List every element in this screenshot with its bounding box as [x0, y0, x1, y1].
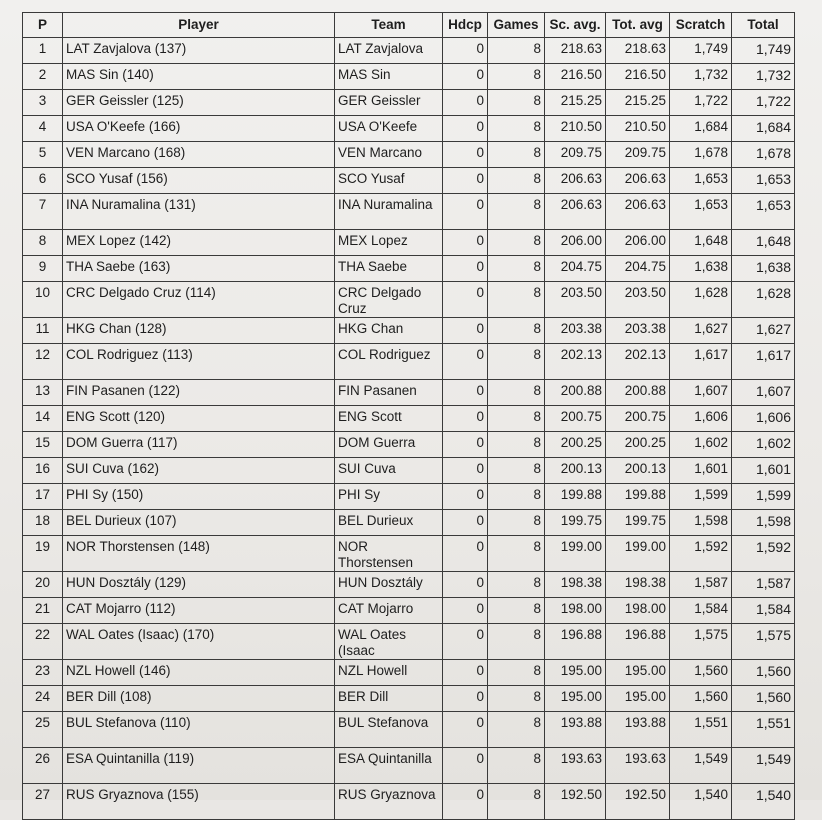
hdcp-cell: 0	[443, 142, 488, 168]
total-cell: 1,540	[732, 784, 795, 820]
sc-avg-cell: 195.00	[545, 660, 606, 686]
total-cell: 1,653	[732, 168, 795, 194]
games-cell: 8	[488, 344, 545, 380]
scratch-cell: 1,678	[670, 142, 732, 168]
team-cell: FIN Pasanen	[335, 380, 443, 406]
position-cell: 3	[23, 90, 63, 116]
hdcp-cell: 0	[443, 572, 488, 598]
team-cell: RUS Gryaznova	[335, 784, 443, 820]
player-cell: ENG Scott (120)	[63, 406, 335, 432]
total-cell: 1,749	[732, 38, 795, 64]
total-cell: 1,653	[732, 194, 795, 230]
tot-avg-cell: 195.00	[606, 660, 670, 686]
total-cell: 1,592	[732, 536, 795, 572]
team-cell: USA O'Keefe	[335, 116, 443, 142]
tot-avg-cell: 200.88	[606, 380, 670, 406]
sc-avg-cell: 210.50	[545, 116, 606, 142]
player-cell: COL Rodriguez (113)	[63, 344, 335, 380]
hdcp-cell: 0	[443, 536, 488, 572]
games-cell: 8	[488, 624, 545, 660]
scratch-cell: 1,592	[670, 536, 732, 572]
position-cell: 18	[23, 510, 63, 536]
player-cell: NZL Howell (146)	[63, 660, 335, 686]
games-cell: 8	[488, 168, 545, 194]
team-cell: GER Geissler	[335, 90, 443, 116]
team-cell: DOM Guerra	[335, 432, 443, 458]
table-row	[23, 256, 795, 282]
table-row	[23, 510, 795, 536]
team-cell: SCO Yusaf	[335, 168, 443, 194]
position-cell: 1	[23, 38, 63, 64]
games-cell: 8	[488, 510, 545, 536]
team-cell: LAT Zavjalova	[335, 38, 443, 64]
tot-avg-cell: 200.75	[606, 406, 670, 432]
player-cell: USA O'Keefe (166)	[63, 116, 335, 142]
games-cell: 8	[488, 38, 545, 64]
games-cell: 8	[488, 380, 545, 406]
tot-avg-cell: 215.25	[606, 90, 670, 116]
tot-avg-cell: 199.75	[606, 510, 670, 536]
table-row	[23, 142, 795, 168]
position-cell: 10	[23, 282, 63, 318]
position-cell: 17	[23, 484, 63, 510]
total-cell: 1,584	[732, 598, 795, 624]
scratch-cell: 1,628	[670, 282, 732, 318]
sc-avg-cell: 203.50	[545, 282, 606, 318]
sc-avg-cell: 216.50	[545, 64, 606, 90]
player-cell: FIN Pasanen (122)	[63, 380, 335, 406]
tot-avg-cell: 199.88	[606, 484, 670, 510]
tot-avg-cell: 204.75	[606, 256, 670, 282]
hdcp-cell: 0	[443, 380, 488, 406]
sc-avg-cell: 200.75	[545, 406, 606, 432]
hdcp-cell: 0	[443, 282, 488, 318]
sc-avg-cell: 199.75	[545, 510, 606, 536]
games-cell: 8	[488, 116, 545, 142]
scratch-cell: 1,560	[670, 660, 732, 686]
player-cell: RUS Gryaznova (155)	[63, 784, 335, 820]
team-cell: INA Nuramalina	[335, 194, 443, 230]
player-cell: NOR Thorstensen (148)	[63, 536, 335, 572]
table-row	[23, 116, 795, 142]
total-cell: 1,638	[732, 256, 795, 282]
total-cell: 1,607	[732, 380, 795, 406]
hdcp-cell: 0	[443, 598, 488, 624]
games-cell: 8	[488, 406, 545, 432]
player-cell: INA Nuramalina (131)	[63, 194, 335, 230]
header-row	[23, 13, 795, 38]
total-cell: 1,549	[732, 748, 795, 784]
scratch-cell: 1,684	[670, 116, 732, 142]
games-cell: 8	[488, 536, 545, 572]
scratch-cell: 1,653	[670, 168, 732, 194]
table-row	[23, 318, 795, 344]
scratch-cell: 1,749	[670, 38, 732, 64]
tot-avg-cell: 203.50	[606, 282, 670, 318]
sc-avg-cell: 215.25	[545, 90, 606, 116]
tot-avg-cell: 198.00	[606, 598, 670, 624]
position-cell: 15	[23, 432, 63, 458]
position-cell: 8	[23, 230, 63, 256]
sc-avg-cell: 192.50	[545, 784, 606, 820]
tot-avg-cell: 195.00	[606, 686, 670, 712]
player-cell: VEN Marcano (168)	[63, 142, 335, 168]
player-cell: BUL Stefanova (110)	[63, 712, 335, 748]
table-row	[23, 38, 795, 64]
position-cell: 7	[23, 194, 63, 230]
scratch-cell: 1,627	[670, 318, 732, 344]
team-cell: HKG Chan	[335, 318, 443, 344]
total-cell: 1,627	[732, 318, 795, 344]
table-row	[23, 432, 795, 458]
tot-avg-cell: 193.88	[606, 712, 670, 748]
player-cell: CRC Delgado Cruz (114)	[63, 282, 335, 318]
position-cell: 22	[23, 624, 63, 660]
col-header-total: Total	[732, 13, 795, 38]
games-cell: 8	[488, 256, 545, 282]
team-cell: BEL Durieux	[335, 510, 443, 536]
total-cell: 1,551	[732, 712, 795, 748]
total-cell: 1,684	[732, 116, 795, 142]
games-cell: 8	[488, 686, 545, 712]
col-header-sc-avg: Sc. avg.	[545, 13, 606, 38]
games-cell: 8	[488, 432, 545, 458]
games-cell: 8	[488, 64, 545, 90]
total-cell: 1,678	[732, 142, 795, 168]
table-row	[23, 572, 795, 598]
hdcp-cell: 0	[443, 458, 488, 484]
team-cell: BUL Stefanova	[335, 712, 443, 748]
team-cell: BER Dill	[335, 686, 443, 712]
player-cell: HUN Dosztály (129)	[63, 572, 335, 598]
sc-avg-cell: 209.75	[545, 142, 606, 168]
total-cell: 1,722	[732, 90, 795, 116]
scratch-cell: 1,575	[670, 624, 732, 660]
team-cell: PHI Sy	[335, 484, 443, 510]
total-cell: 1,560	[732, 686, 795, 712]
table-row	[23, 230, 795, 256]
team-cell: COL Rodriguez	[335, 344, 443, 380]
scratch-cell: 1,601	[670, 458, 732, 484]
total-cell: 1,601	[732, 458, 795, 484]
total-cell: 1,599	[732, 484, 795, 510]
table-row	[23, 686, 795, 712]
sc-avg-cell: 199.88	[545, 484, 606, 510]
position-cell: 21	[23, 598, 63, 624]
tot-avg-cell: 200.13	[606, 458, 670, 484]
player-cell: PHI Sy (150)	[63, 484, 335, 510]
col-header-games: Games	[488, 13, 545, 38]
player-cell: GER Geissler (125)	[63, 90, 335, 116]
total-cell: 1,606	[732, 406, 795, 432]
position-cell: 20	[23, 572, 63, 598]
player-cell: THA Saebe (163)	[63, 256, 335, 282]
total-cell: 1,628	[732, 282, 795, 318]
sc-avg-cell: 203.38	[545, 318, 606, 344]
position-cell: 14	[23, 406, 63, 432]
position-cell: 26	[23, 748, 63, 784]
table-row	[23, 282, 795, 318]
total-cell: 1,602	[732, 432, 795, 458]
results-table	[22, 12, 795, 820]
scratch-cell: 1,602	[670, 432, 732, 458]
position-cell: 12	[23, 344, 63, 380]
games-cell: 8	[488, 598, 545, 624]
sc-avg-cell: 206.00	[545, 230, 606, 256]
table-body	[23, 38, 795, 820]
total-cell: 1,587	[732, 572, 795, 598]
games-cell: 8	[488, 572, 545, 598]
table-row	[23, 598, 795, 624]
player-cell: BEL Durieux (107)	[63, 510, 335, 536]
table-row	[23, 380, 795, 406]
total-cell: 1,732	[732, 64, 795, 90]
player-cell: SCO Yusaf (156)	[63, 168, 335, 194]
table-row	[23, 484, 795, 510]
scratch-cell: 1,607	[670, 380, 732, 406]
tot-avg-cell: 196.88	[606, 624, 670, 660]
position-cell: 13	[23, 380, 63, 406]
tot-avg-cell: 199.00	[606, 536, 670, 572]
scratch-cell: 1,638	[670, 256, 732, 282]
games-cell: 8	[488, 194, 545, 230]
scratch-cell: 1,722	[670, 90, 732, 116]
hdcp-cell: 0	[443, 256, 488, 282]
team-cell: ENG Scott	[335, 406, 443, 432]
col-header-team: Team	[335, 13, 443, 38]
hdcp-cell: 0	[443, 686, 488, 712]
scratch-cell: 1,599	[670, 484, 732, 510]
sc-avg-cell: 198.00	[545, 598, 606, 624]
sc-avg-cell: 193.88	[545, 712, 606, 748]
sc-avg-cell: 195.00	[545, 686, 606, 712]
games-cell: 8	[488, 784, 545, 820]
hdcp-cell: 0	[443, 168, 488, 194]
scratch-cell: 1,587	[670, 572, 732, 598]
position-cell: 25	[23, 712, 63, 748]
scratch-cell: 1,732	[670, 64, 732, 90]
hdcp-cell: 0	[443, 484, 488, 510]
sc-avg-cell: 206.63	[545, 168, 606, 194]
tot-avg-cell: 193.63	[606, 748, 670, 784]
table-row	[23, 64, 795, 90]
hdcp-cell: 0	[443, 318, 488, 344]
position-cell: 19	[23, 536, 63, 572]
team-cell: SUI Cuva	[335, 458, 443, 484]
hdcp-cell: 0	[443, 116, 488, 142]
sc-avg-cell: 199.00	[545, 536, 606, 572]
table-row	[23, 406, 795, 432]
position-cell: 27	[23, 784, 63, 820]
team-cell: THA Saebe	[335, 256, 443, 282]
sc-avg-cell: 204.75	[545, 256, 606, 282]
table-row	[23, 624, 795, 660]
games-cell: 8	[488, 90, 545, 116]
games-cell: 8	[488, 230, 545, 256]
sc-avg-cell: 193.63	[545, 748, 606, 784]
hdcp-cell: 0	[443, 38, 488, 64]
total-cell: 1,598	[732, 510, 795, 536]
scratch-cell: 1,648	[670, 230, 732, 256]
team-cell: MEX Lopez	[335, 230, 443, 256]
position-cell: 9	[23, 256, 63, 282]
games-cell: 8	[488, 318, 545, 344]
scratch-cell: 1,606	[670, 406, 732, 432]
position-cell: 16	[23, 458, 63, 484]
tot-avg-cell: 206.63	[606, 168, 670, 194]
sc-avg-cell: 200.88	[545, 380, 606, 406]
hdcp-cell: 0	[443, 712, 488, 748]
col-header-scratch: Scratch	[670, 13, 732, 38]
tot-avg-cell: 209.75	[606, 142, 670, 168]
table-row	[23, 90, 795, 116]
player-cell: MEX Lopez (142)	[63, 230, 335, 256]
games-cell: 8	[488, 712, 545, 748]
table-row	[23, 458, 795, 484]
team-cell: MAS Sin	[335, 64, 443, 90]
hdcp-cell: 0	[443, 64, 488, 90]
hdcp-cell: 0	[443, 784, 488, 820]
tot-avg-cell: 202.13	[606, 344, 670, 380]
sc-avg-cell: 200.25	[545, 432, 606, 458]
position-cell: 2	[23, 64, 63, 90]
tot-avg-cell: 203.38	[606, 318, 670, 344]
sc-avg-cell: 218.63	[545, 38, 606, 64]
position-cell: 5	[23, 142, 63, 168]
scratch-cell: 1,551	[670, 712, 732, 748]
table-row	[23, 660, 795, 686]
team-cell: WAL Oates (Isaac	[335, 624, 443, 660]
total-cell: 1,648	[732, 230, 795, 256]
total-cell: 1,617	[732, 344, 795, 380]
sc-avg-cell: 206.63	[545, 194, 606, 230]
sc-avg-cell: 198.38	[545, 572, 606, 598]
position-cell: 6	[23, 168, 63, 194]
player-cell: ESA Quintanilla (119)	[63, 748, 335, 784]
team-cell: CAT Mojarro	[335, 598, 443, 624]
hdcp-cell: 0	[443, 344, 488, 380]
table-row	[23, 536, 795, 572]
scratch-cell: 1,617	[670, 344, 732, 380]
hdcp-cell: 0	[443, 230, 488, 256]
hdcp-cell: 0	[443, 660, 488, 686]
hdcp-cell: 0	[443, 432, 488, 458]
team-cell: CRC Delgado Cruz	[335, 282, 443, 318]
hdcp-cell: 0	[443, 624, 488, 660]
team-cell: ESA Quintanilla	[335, 748, 443, 784]
player-cell: LAT Zavjalova (137)	[63, 38, 335, 64]
tot-avg-cell: 198.38	[606, 572, 670, 598]
position-cell: 23	[23, 660, 63, 686]
hdcp-cell: 0	[443, 90, 488, 116]
team-cell: NOR Thorstensen	[335, 536, 443, 572]
sc-avg-cell: 202.13	[545, 344, 606, 380]
tot-avg-cell: 200.25	[606, 432, 670, 458]
scratch-cell: 1,540	[670, 784, 732, 820]
team-cell: NZL Howell	[335, 660, 443, 686]
hdcp-cell: 0	[443, 748, 488, 784]
games-cell: 8	[488, 458, 545, 484]
scratch-cell: 1,598	[670, 510, 732, 536]
games-cell: 8	[488, 748, 545, 784]
games-cell: 8	[488, 484, 545, 510]
player-cell: DOM Guerra (117)	[63, 432, 335, 458]
table-row	[23, 344, 795, 380]
total-cell: 1,575	[732, 624, 795, 660]
sc-avg-cell: 196.88	[545, 624, 606, 660]
hdcp-cell: 0	[443, 510, 488, 536]
sc-avg-cell: 200.13	[545, 458, 606, 484]
hdcp-cell: 0	[443, 406, 488, 432]
tot-avg-cell: 210.50	[606, 116, 670, 142]
hdcp-cell: 0	[443, 194, 488, 230]
tot-avg-cell: 218.63	[606, 38, 670, 64]
scratch-cell: 1,653	[670, 194, 732, 230]
table-row	[23, 784, 795, 820]
scratch-cell: 1,560	[670, 686, 732, 712]
player-cell: HKG Chan (128)	[63, 318, 335, 344]
table-row	[23, 194, 795, 230]
player-cell: SUI Cuva (162)	[63, 458, 335, 484]
col-header-hdcp: Hdcp	[443, 13, 488, 38]
games-cell: 8	[488, 660, 545, 686]
tot-avg-cell: 192.50	[606, 784, 670, 820]
table-row	[23, 168, 795, 194]
position-cell: 24	[23, 686, 63, 712]
col-header-tot-avg: Tot. avg	[606, 13, 670, 38]
position-cell: 4	[23, 116, 63, 142]
games-cell: 8	[488, 282, 545, 318]
tot-avg-cell: 206.63	[606, 194, 670, 230]
player-cell: MAS Sin (140)	[63, 64, 335, 90]
col-header-p: P	[23, 13, 63, 38]
team-cell: VEN Marcano	[335, 142, 443, 168]
player-cell: BER Dill (108)	[63, 686, 335, 712]
position-cell: 11	[23, 318, 63, 344]
scratch-cell: 1,549	[670, 748, 732, 784]
table-row	[23, 712, 795, 748]
player-cell: CAT Mojarro (112)	[63, 598, 335, 624]
col-header-player: Player	[63, 13, 335, 38]
games-cell: 8	[488, 142, 545, 168]
scratch-cell: 1,584	[670, 598, 732, 624]
total-cell: 1,560	[732, 660, 795, 686]
team-cell: HUN Dosztály	[335, 572, 443, 598]
player-cell: WAL Oates (Isaac) (170)	[63, 624, 335, 660]
tot-avg-cell: 216.50	[606, 64, 670, 90]
table-row	[23, 748, 795, 784]
tot-avg-cell: 206.00	[606, 230, 670, 256]
